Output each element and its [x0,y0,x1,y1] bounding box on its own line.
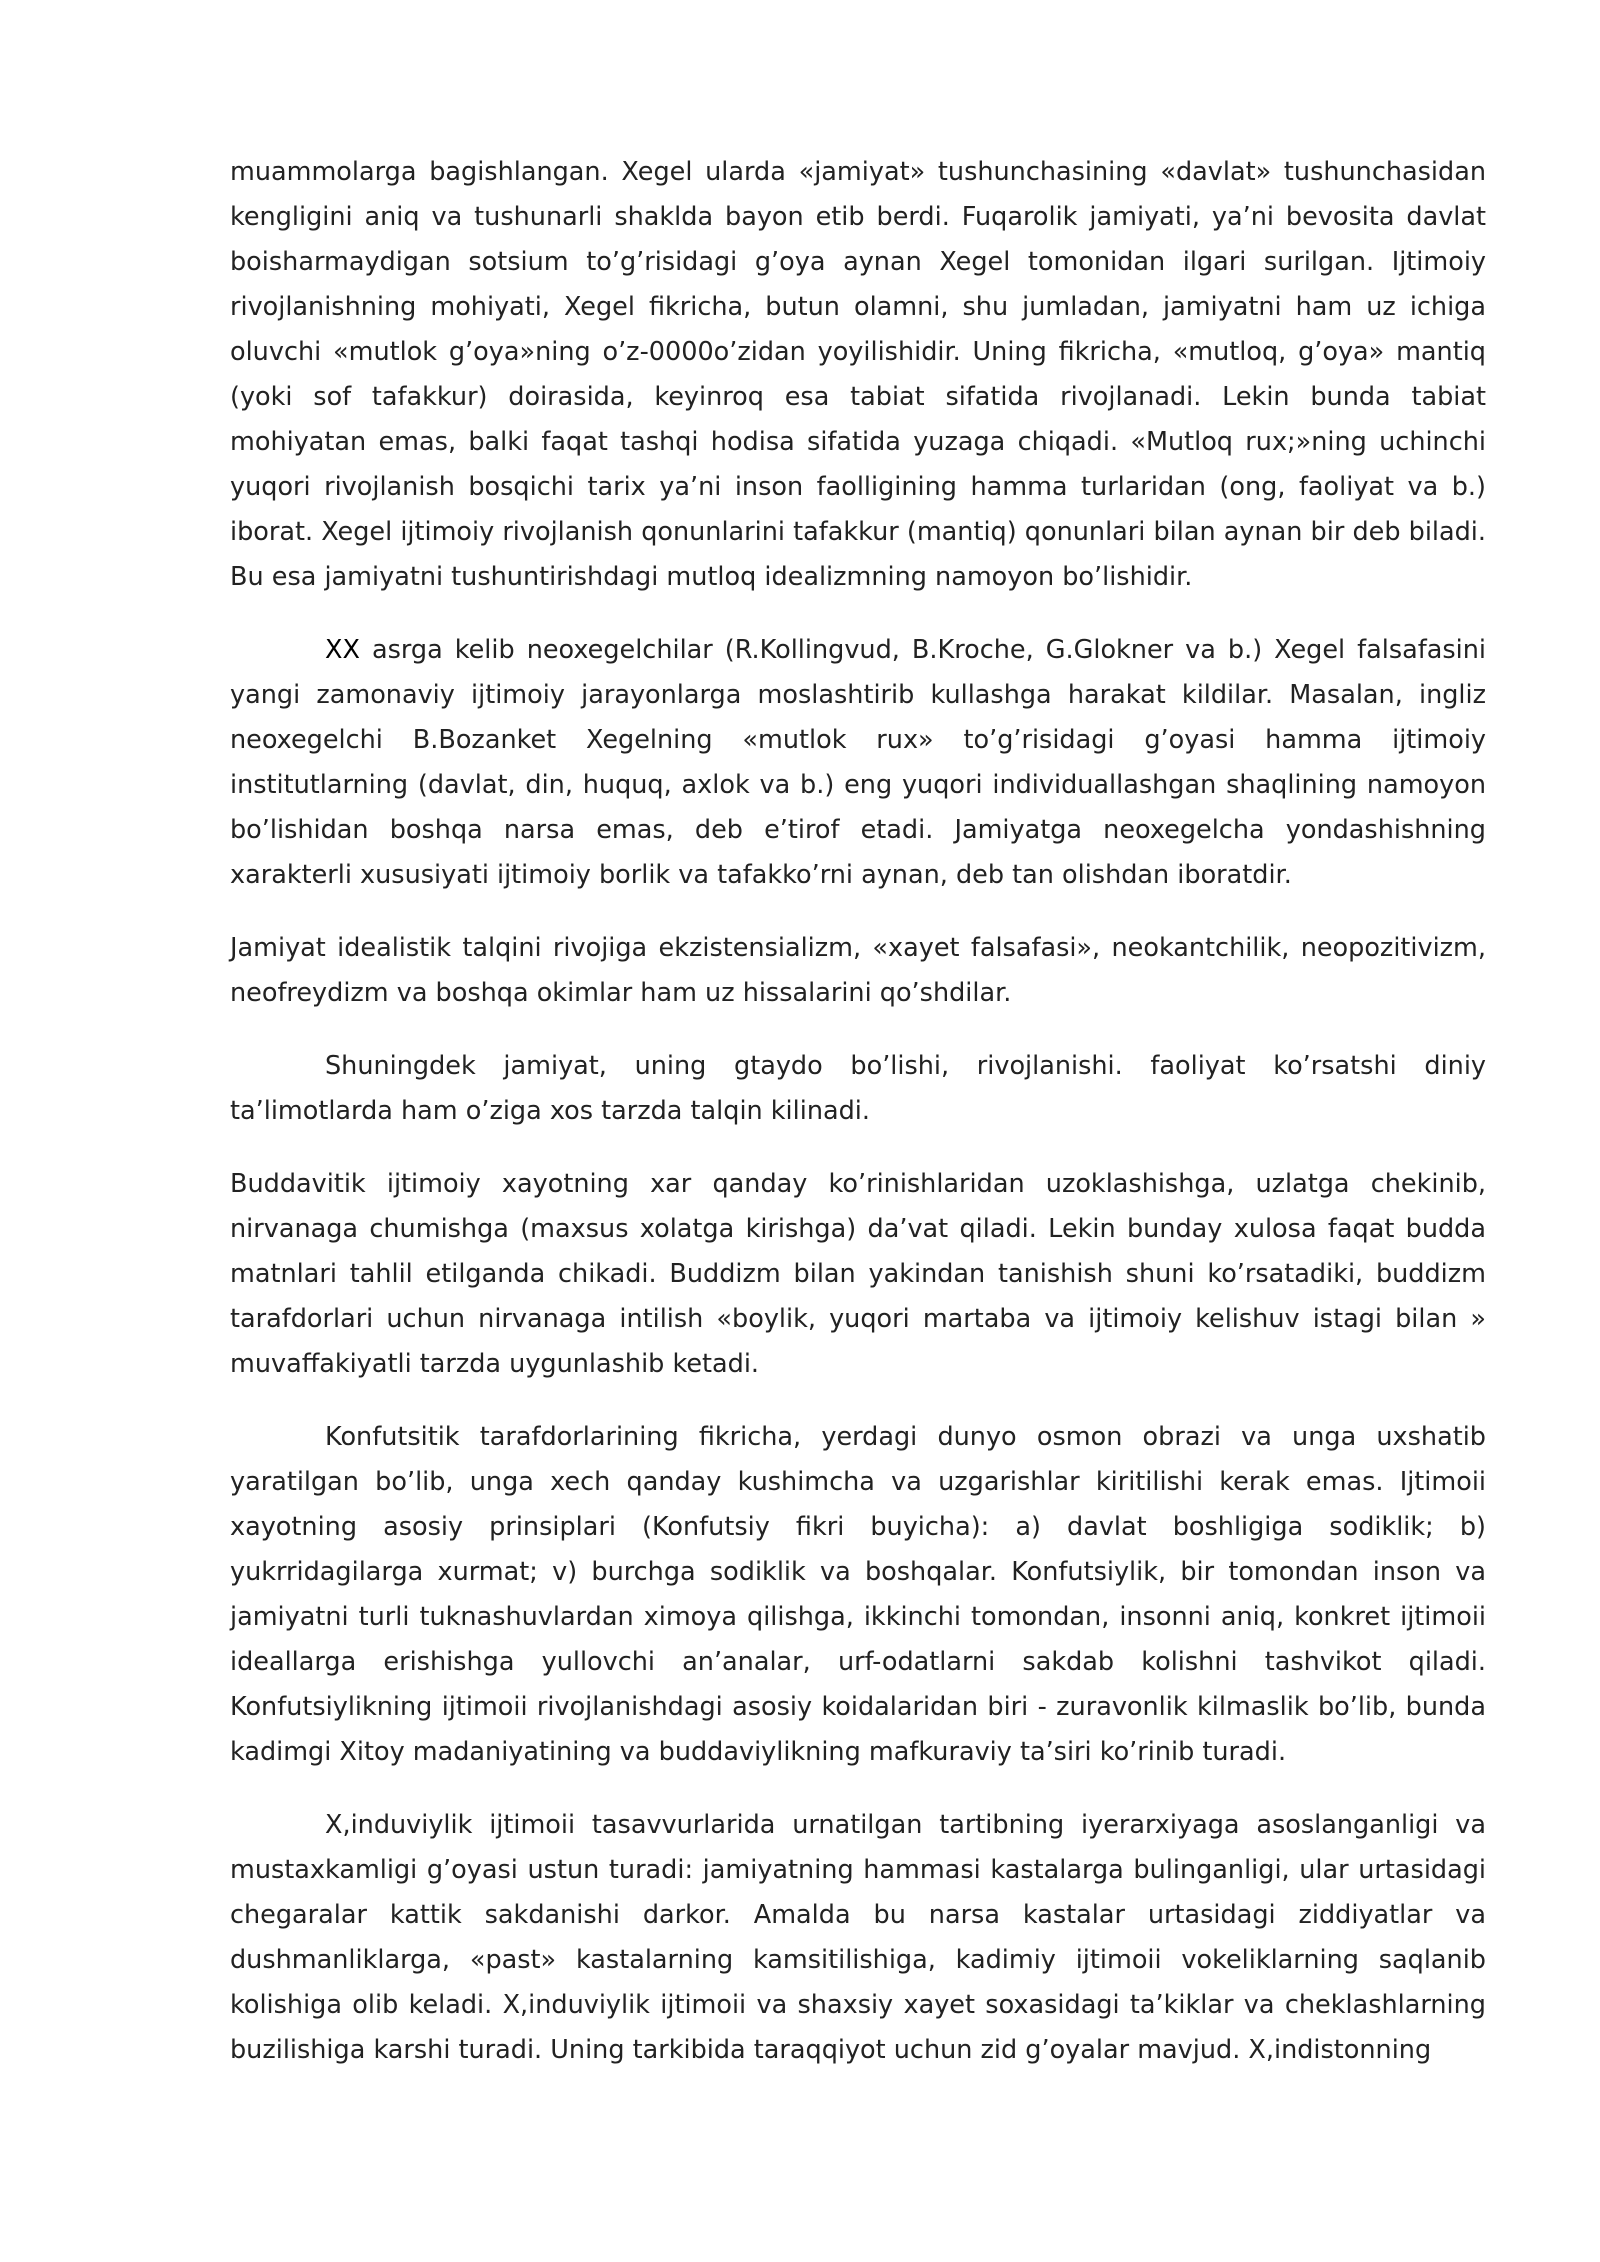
paragraph-religious-teachings: Shuningdek jamiyat, uning gtaydo bo’lishi, rivojlanishi. faoliyat ko’rsatshi diniy ta’limotlarda ham o’ziga xos tarzda talqin kilinadi. [230,1051,1486,1126]
century-label: XX [325,635,360,665]
paragraph-buddhism: Buddavitik ijtimoiy xayotning xar qanday ko’rinishlaridan uzoklashishga, uzlatga chekinib, nirvanaga chumishga (maxsus xolatga kirishga) da’vat qiladi. Lekin bunday xulosa faqat budda matnlari tahlil etilganda chikadi. Buddizm bilan yakindan tanishish shuni ko’rsatadiki, buddizm tarafdorlari uchun nirvanaga intilish «boylik, yuqori martaba va ijtimoiy kelishuv istagi bilan » muvaffakiyatli tarzda uygunlashib ketadi. [230,1169,1486,1379]
paragraph-hegel: muammolarga bagishlangan. Xegel ularda «jamiyat» tushunchasining «davlat» tushunchasidan kengligini aniq va tushunarli shaklda bayon etib berdi. Fuqarolik jamiyati, ya’ni bevosita davlat boisharmaydigan sotsium to’g’risidagi g’oya aynan Xegel tomonidan ilgari surilgan. Ijtimoiy rivojlanishning mohiyati, Xegel fikricha, butun olamni, shu jumladan, jamiyatni ham uz ichiga oluvchi «mutlok g’oya»ning o’z-0000o’zidan yoyilishidir. Uning fikricha, «mutloq, g’oya» mantiq (yoki sof tafakkur) doirasida, keyinroq esa tabiat sifatida rivojlanadi. Lekin bunda tabiat mohiyatan emas, balki faqat tashqi hodisa sifatida yuzaga chiqadi. «Mutloq rux;»ning uchinchi yuqori rivojlanish bosqichi tarix ya’ni inson faolligining hamma turlaridan (ong, faoliyat va b.) iborat. Xegel ijtimoiy rivojlanish qonunlarini tafakkur (mantiq) qonunlari bilan aynan bir deb biladi. Bu esa jamiyatni tushuntirishdagi mutloq idealizmning namoyon bo’lishidir. [230,157,1486,592]
document-page [230,150,1486,2101]
paragraph-hinduism: X,induviylik ijtimoii tasavvurlarida urnatilgan tartibning iyerarxiyaga asoslanganligi va mustaxkamligi g’oyasi ustun turadi: jamiyatning hammasi kastalarga bulinganligi, ular urtasidagi chegaralar kattik sakdanishi darkor. Amalda bu narsa kastalar urtasidagi ziddiyatlar va dushmanliklarga, «past» kastalarning kamsitilishiga, kadimiy ijtimoii vokeliklarning saqlanib kolishiga olib keladi. X,induviylik ijtimoii va shaxsiy xayet soxasidagi ta’kiklar va cheklashlarning buzilishiga karshi turadi. Uning tarkibida taraqqiyot uchun zid g’oyalar mavjud. X,indistonning [230,1810,1486,2065]
paragraph-neohegelians [230,628,1486,898]
paragraph-neohegelians-text: asrga kelib neoxegelchilar (R.Kollingvud, B.Kroche, G.Glokner va b.) Xegel falsafasini yangi zamonaviy ijtimoiy jarayonlarga moslashtirib kullashga harakat kildilar. Masalan, ingliz neoxegelchi B.Bozanket Xegelning «mutlok rux» to’g’risidagi g’oyasi hamma ijtimoiy institutlarning (davlat, din, huquq, axlok va b.) eng yuqori individuallashgan shaqlining namoyon bo’lishidan boshqa narsa emas, deb e’tirof etadi. Jamiyatga neoxegelcha yondashishning xarakterli xususiyati ijtimoiy borlik va tafakko’rni aynan, deb tan olishdan iboratdir. [230,635,1486,890]
paragraph-idealist-currents: Jamiyat idealistik talqini rivojiga ekzistensializm, «xayet falsafasi», neokantchilik, neopozitivizm, neofreydizm va boshqa okimlar ham uz hissalarini qo’shdilar. [230,933,1486,1008]
paragraph-confucianism: Konfutsitik tarafdorlarining fikricha, yerdagi dunyo osmon obrazi va unga uxshatib yaratilgan bo’lib, unga xech qanday kushimcha va uzgarishlar kiritilishi kerak emas. Ijtimoii xayotning asosiy prinsiplari (Konfutsiy fikri buyicha): a) davlat boshligiga sodiklik; b) yukrridagilarga xurmat; v) burchga sodiklik va boshqalar. Konfutsiylik, bir tomondan inson va jamiyatni turli tuknashuvlardan ximoya qilishga, ikkinchi tomondan, insonni aniq, konkret ijtimoii ideallarga erishishga yullovchi an’analar, urf-odatlarni sakdab kolishni tashvikot qiladi. Konfutsiylikning ijtimoii rivojlanishdagi asosiy koidalaridan biri - zuravonlik kilmaslik bo’lib, bunda kadimgi Xitoy madaniyatining va buddaviylikning mafkuraviy ta’siri ko’rinib turadi. [230,1422,1486,1767]
